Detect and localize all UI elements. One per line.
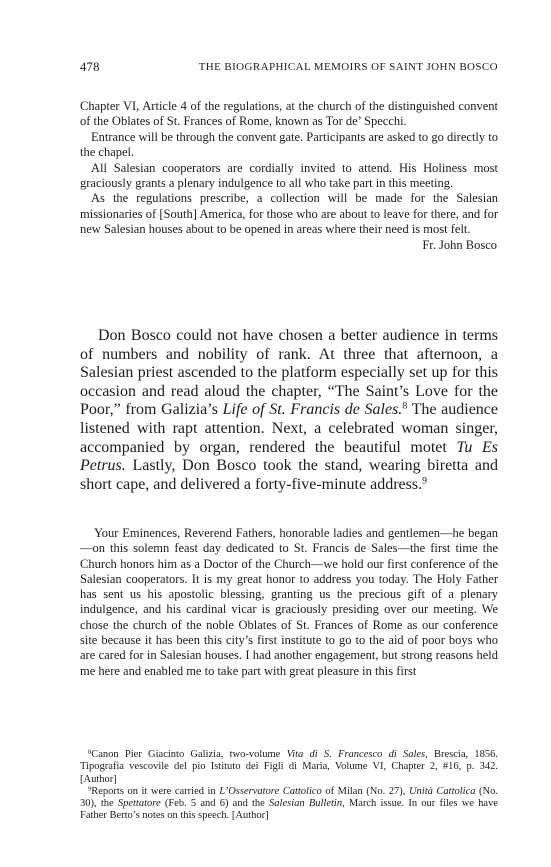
footnote-text: March issue. In our files we have Father Berto’s notes on this speech. [Author] bbox=[80, 798, 498, 822]
running-head: THE BIOGRAPHICAL MEMOIRS OF SAINT JOHN BOSCO bbox=[198, 61, 498, 73]
footnotes bbox=[80, 749, 498, 823]
narrative-paragraph bbox=[80, 327, 498, 494]
footnote-text: of Milan (No. 27), bbox=[321, 785, 409, 797]
quote-paragraph: Entrance will be through the convent gate. Participants are asked to go directly to the chapel. bbox=[80, 129, 498, 160]
motet-title: Tu Es Petrus. bbox=[80, 438, 498, 475]
footnote-9 bbox=[80, 786, 498, 823]
footnote-title: L’Osservatore Cattolico bbox=[219, 785, 322, 797]
footnote-title: Spettatore bbox=[117, 798, 161, 810]
footnote-text: (Feb. 5 and 6) and the bbox=[160, 798, 270, 810]
footnote-title: Salesian Bulletin, bbox=[269, 798, 345, 810]
page-header bbox=[80, 58, 498, 76]
footnote-text: Reports on it were carried in bbox=[91, 785, 220, 797]
narrative-text: Don Bosco could not have chosen a better audience in terms of numbers and nobility of rank. At three that afternoon, a Salesian priest ascended to the platform especially set up for this occasion and read aloud the chapter, “The Saint’s Love for the Poor,” from Galizia’s bbox=[80, 327, 498, 419]
footnote-title: Unità Cattolica bbox=[408, 785, 476, 797]
narrative-text: The audience listened with rapt attention. Next, a celebrated woman singer, accompanied by organ, rendered the beautiful motet bbox=[80, 401, 499, 456]
footnote-mark: 8 bbox=[88, 748, 92, 756]
footnote-text: Brescia, 1856. Tipografia vescovile del pio Istituto dei Figli di Maria, Volume VI, Chapter 2, #16, p. 342. [Author] bbox=[80, 749, 498, 785]
quote-paragraph: Chapter VI, Article 4 of the regulations, at the church of the distinguished convent of the Oblates of St. Frances of Rome, known as Tor de’ Specchi. bbox=[80, 99, 498, 129]
footnote-text: Canon Pier Giacinto Galizia, two-volume bbox=[91, 749, 287, 760]
page-number: 478 bbox=[80, 60, 100, 74]
quote-paragraph: As the regulations prescribe, a collection will be made for the Salesian missionaries of [South] America, for those who are about to leave for there, and for new Salesian houses about to be opened in areas where their need is most felt. bbox=[80, 191, 498, 237]
narrative-section bbox=[80, 327, 498, 494]
footnote-text: (No. 30), the bbox=[80, 785, 499, 810]
quoted-announcement bbox=[80, 99, 498, 253]
footnote-title: Vita di S. Francesco di Sales, bbox=[286, 749, 428, 760]
footnote-ref[interactable]: 9 bbox=[422, 475, 428, 487]
speech-paragraph: Your Eminences, Reverend Fathers, honorable ladies and gentlemen—he began—on this solemn feast day dedicated to St. Francis de Sales—the first time the Church honors him as a Doctor of the Church—we hold our first conference of the Salesian cooperators. It is my great honor to address you today. The Holy Father has sent us his apostolic blessing, granting us the precious gift of a plenary indulgence, and his cardinal vicar is graciously presiding over our meeting. We chose the church of the noble Oblates of St. Frances of Rome as our conference site because it has been this city’s first institute to go to the aid of poor boys who are cared for in Salesian houses. I had another engagement, but strong reasons held me here and enabled me to take part with great pleasure in this first bbox=[80, 526, 498, 678]
signature: Fr. John Bosco bbox=[422, 237, 497, 252]
speech-section bbox=[80, 526, 498, 679]
footnote-ref[interactable]: 8 bbox=[402, 400, 408, 412]
quote-paragraph: All Salesian cooperators are cordially invited to attend. His Holiness most graciously grants a plenary indulgence to all who take part in this meeting. bbox=[80, 160, 498, 191]
footnote-mark: 9 bbox=[88, 785, 92, 793]
book-title: Life of St. Francis de Sales. bbox=[222, 401, 403, 419]
narrative-text: Lastly, Don Bosco took the stand, wearing biretta and short cape, and delivered a forty-five-minute address. bbox=[80, 457, 498, 493]
footnote-8 bbox=[80, 749, 498, 786]
